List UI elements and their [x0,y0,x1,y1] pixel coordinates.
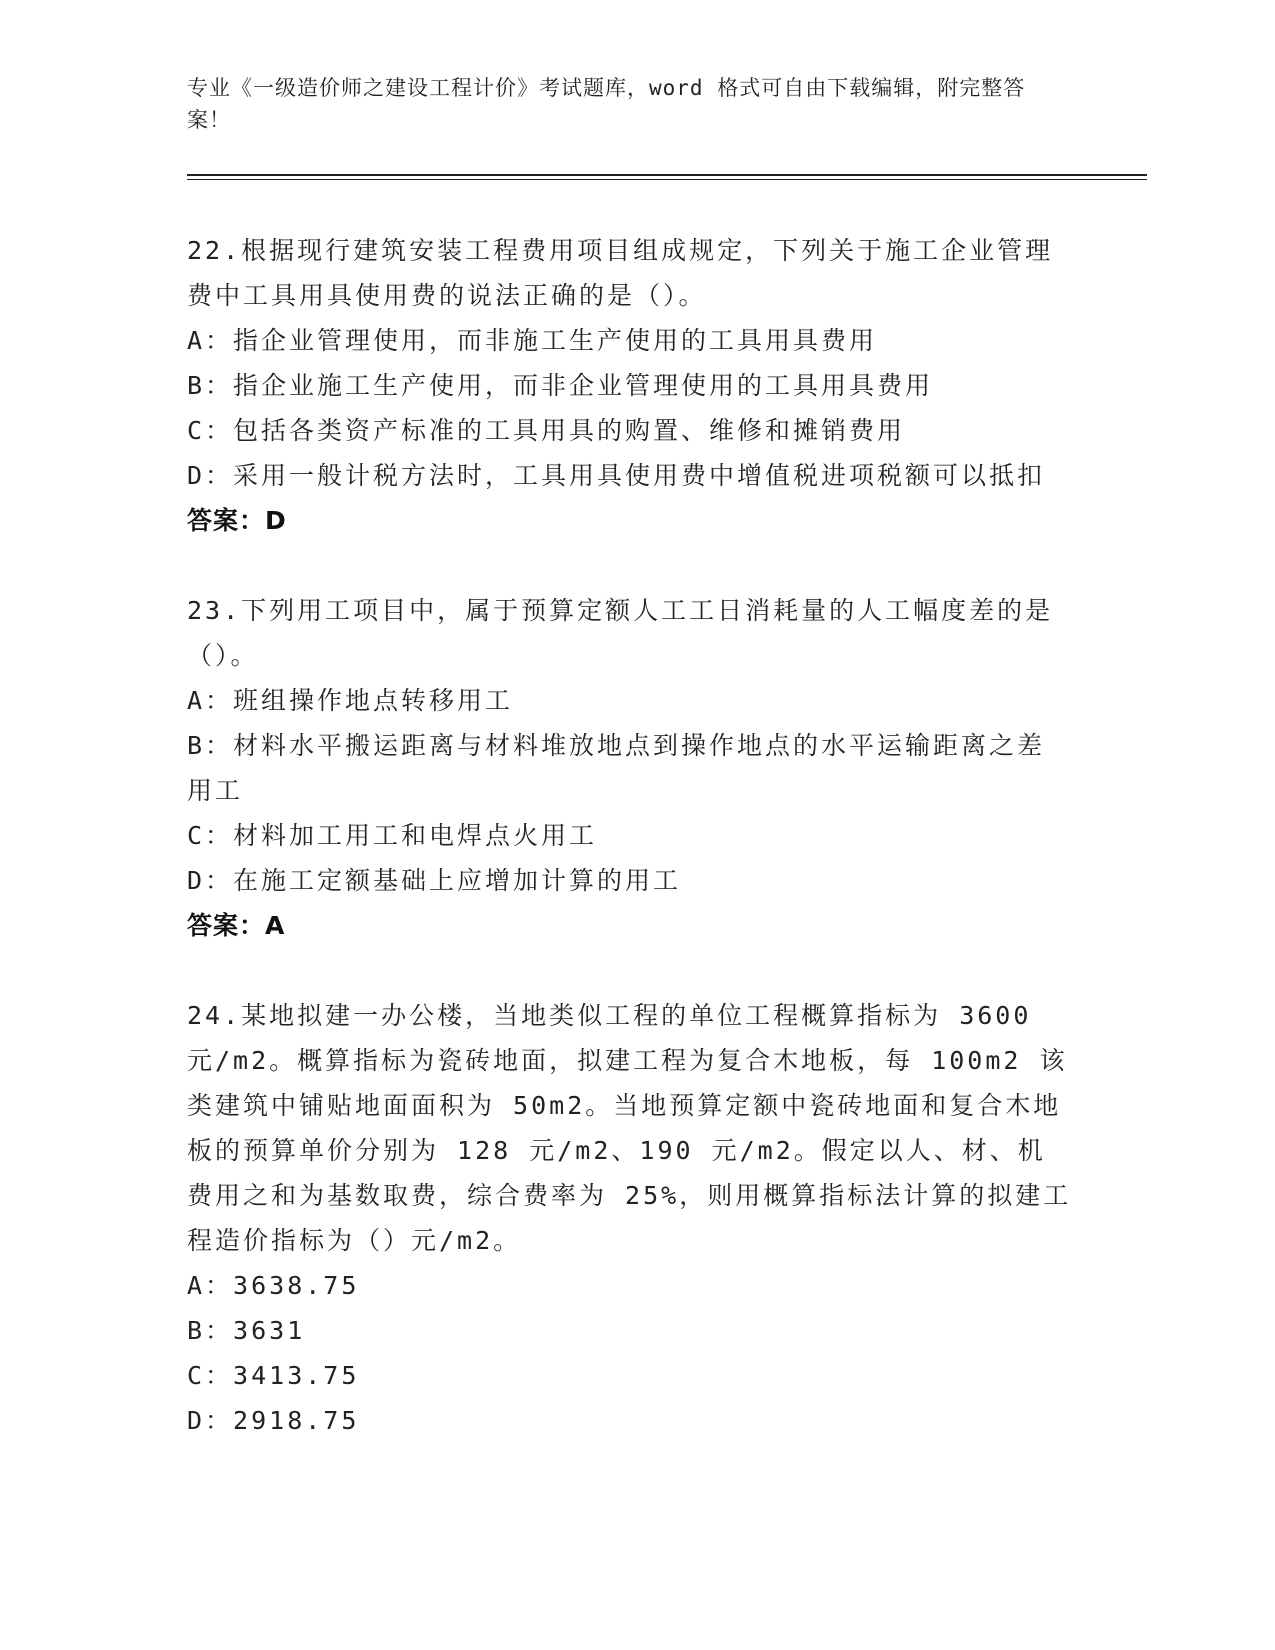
header-note: 专业《一级造价师之建设工程计价》考试题库，word 格式可自由下载编辑，附完整答案！ [187,76,1026,132]
answer: 答案：A [187,911,286,940]
option-c: C：材料加工用工和电焊点火用工 [187,821,598,850]
option-a: A：指企业管理使用，而非施工生产使用的工具用具费用 [187,326,878,355]
option-d: D：采用一般计税方法时，工具用具使用费中增值税进项税额可以抵扣 [187,461,1046,490]
question-22 [187,228,1072,543]
option-a: A：3638.75 [187,1271,360,1300]
question-23 [187,588,1072,948]
question-text: 24.某地拟建一办公楼，当地类似工程的单位工程概算指标为 3600 元/m2。概算指标为瓷砖地面，拟建工程为复合木地板，每 100m2 该类建筑中铺贴地面面积为 50m2。当地预算定额中瓷砖地面和复合木地板的预算单价分别为 128 元/m2、190 元/m2。假定以人、材、机费用之和为基数取费，综合费率为 25%，则用概算指标法计算的拟建工程造价指标为（）元/m2。 [187,1001,1072,1255]
option-c: C：包括各类资产标准的工具用具的购置、维修和摊销费用 [187,416,906,445]
answer: 答案：D [187,506,287,535]
question-text: 23.下列用工项目中，属于预算定额人工工日消耗量的人工幅度差的是（）。 [187,596,1054,670]
option-b: B：3631 [187,1316,306,1345]
option-d: D：在施工定额基础上应增加计算的用工 [187,866,682,895]
header-divider [187,174,1147,180]
document-page [187,72,1147,1443]
option-b: B：指企业施工生产使用，而非企业管理使用的工具用具费用 [187,371,934,400]
option-d: D：2918.75 [187,1406,360,1435]
option-a: A：班组操作地点转移用工 [187,686,514,715]
option-c: C：3413.75 [187,1361,360,1390]
question-24 [187,993,1072,1443]
question-text: 22.根据现行建筑安装工程费用项目组成规定，下列关于施工企业管理费中工具用具使用费的说法正确的是（）。 [187,236,1054,310]
option-b: B：材料水平搬运距离与材料堆放地点到操作地点的水平运输距离之差用工 [187,731,1046,805]
